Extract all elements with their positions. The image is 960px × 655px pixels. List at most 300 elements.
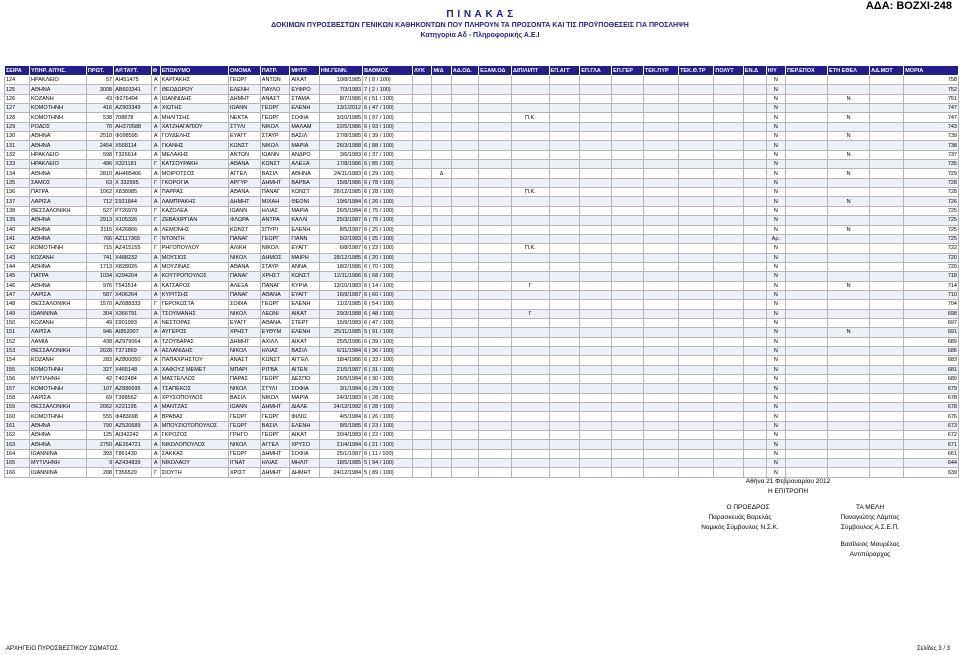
table-cell: 158 (5, 393, 30, 402)
table-cell (432, 449, 451, 458)
table-cell (679, 104, 714, 113)
table-cell (785, 412, 827, 421)
table-cell (479, 244, 512, 253)
table-cell: 6 ( 23 / 100) (363, 421, 413, 430)
table-cell (512, 272, 550, 281)
table-cell (451, 141, 478, 150)
table-cell: Α (151, 440, 160, 449)
table-cell (413, 262, 432, 271)
table-cell (828, 160, 870, 169)
table-cell (432, 141, 451, 150)
table-cell: ΚΑΤΣΟΥΡΑΚΗ (160, 160, 228, 169)
table-cell (785, 132, 827, 141)
table-cell (743, 178, 766, 187)
table-cell (828, 459, 870, 468)
table-cell (612, 104, 644, 113)
table-cell: ΑΖ979064 (114, 337, 152, 346)
table-cell (785, 365, 827, 374)
table-cell: 6 ( 39 / 100) (363, 132, 413, 141)
table-row (5, 160, 959, 169)
table-cell: Χ838985 (114, 188, 152, 197)
table-cell: ΔΗΜΗΤ (228, 197, 260, 206)
table-cell: 208 (86, 468, 113, 477)
table-cell (714, 206, 744, 215)
table-cell (479, 393, 512, 402)
table-cell (512, 216, 550, 225)
table-cell (643, 178, 678, 187)
table-cell (549, 449, 580, 458)
table-cell: ΓΕΩΡΓ (260, 412, 290, 421)
table-cell: 673 (904, 421, 959, 430)
table-cell: ΣΙΟΥΤΗ (160, 468, 228, 477)
table-cell (612, 244, 644, 253)
table-cell (643, 459, 678, 468)
table-cell: ΚΟΖΑΝΗ (30, 253, 87, 262)
table-cell (580, 160, 612, 169)
table-cell (870, 356, 904, 365)
table-cell: Α (151, 188, 160, 197)
table-cell: 728 (904, 178, 959, 187)
table-cell: ΣΟΦΙΑ (290, 449, 320, 458)
table-cell: Σ901993 (114, 318, 152, 327)
table-cell (413, 169, 432, 178)
table-cell (451, 384, 478, 393)
table-cell: ΝΕΚΤΑ (228, 113, 260, 122)
table-cell (679, 459, 714, 468)
table-cell: ΑΒ603341 (114, 85, 152, 94)
table-cell (743, 403, 766, 412)
table-cell (512, 290, 550, 299)
table-cell: 4/5/1984 (319, 412, 362, 421)
table-cell (870, 94, 904, 103)
table-cell (413, 197, 432, 206)
table-cell: N (766, 337, 785, 346)
table-cell: ΡΟΔΟΣ (30, 122, 87, 131)
table-cell: ΚΟΜΟΤΗΝΗ (30, 365, 87, 374)
table-cell (743, 384, 766, 393)
table-cell: 10/8/1985 (319, 76, 362, 85)
table-cell: ΜΑΙΡΗ (290, 253, 320, 262)
table-cell (432, 76, 451, 85)
table-cell (828, 290, 870, 299)
table-cell (679, 431, 714, 440)
table-cell: ΛΑΡΙΣΑ (30, 290, 87, 299)
table-cell (828, 468, 870, 477)
table-cell (828, 449, 870, 458)
table-cell (679, 337, 714, 346)
column-header: ΑΔ.ΟΔ. (451, 66, 478, 76)
table-cell: Α (151, 365, 160, 374)
table-cell (785, 300, 827, 309)
table-cell: N (766, 459, 785, 468)
table-cell: 681 (904, 365, 959, 374)
table-cell: ΓΕΩΡΓ (260, 104, 290, 113)
table-cell: 741 (86, 253, 113, 262)
table-cell: ΑΖ886695 (114, 384, 152, 393)
table-cell (549, 272, 580, 281)
table-cell: 1570 (86, 300, 113, 309)
table-cell (643, 122, 678, 131)
table-cell: ΜΑΡΙΑ (290, 393, 320, 402)
table-cell: N (766, 94, 785, 103)
table-cell (785, 76, 827, 85)
table-cell (451, 76, 478, 85)
table-cell: 6 ( 78 / 100) (363, 178, 413, 187)
table-cell: 13/10/1983 (319, 281, 362, 290)
table-cell: Α (151, 262, 160, 271)
table-cell: ΑΝΝΑ (290, 262, 320, 271)
table-cell (643, 160, 678, 169)
table-cell: 57 (86, 76, 113, 85)
table-row (5, 328, 959, 337)
table-cell (580, 356, 612, 365)
table-cell (828, 309, 870, 318)
table-cell: 150 (5, 318, 30, 327)
table-cell: 720 (904, 262, 959, 271)
table-row (5, 281, 959, 290)
table-cell: 2913 (86, 216, 113, 225)
table-cell: ΚΩΝΣΤ (260, 160, 290, 169)
table-cell (828, 76, 870, 85)
table-cell (549, 421, 580, 430)
table-cell (714, 104, 744, 113)
table-cell: 3/10/1985 (319, 113, 362, 122)
table-cell: ΜΑΡΙΑ (290, 206, 320, 215)
member2-name: Βασίλειος Μαυρέλος (840, 541, 900, 548)
table-cell (512, 197, 550, 206)
table-cell: ΧΡΥΣΟΠΟΥΛΟΣ (160, 393, 228, 402)
table-cell: N (766, 206, 785, 215)
table-cell (828, 375, 870, 384)
table-cell: Α (151, 272, 160, 281)
table-cell: N (766, 449, 785, 458)
table-cell (870, 169, 904, 178)
table-cell: ΔΗΜΗΤ (260, 449, 290, 458)
table-cell (828, 141, 870, 150)
table-cell (714, 290, 744, 299)
table-cell: ΑΘΗΝΑ (30, 85, 87, 94)
table-row (5, 234, 959, 243)
table-cell (714, 160, 744, 169)
table-cell (714, 169, 744, 178)
table-cell (549, 290, 580, 299)
table-cell: ΚΟΜΟΤΗΝΗ (30, 412, 87, 421)
table-cell: 304 (86, 309, 113, 318)
table-cell (479, 300, 512, 309)
table-row (5, 216, 959, 225)
table-cell (451, 244, 478, 253)
president-title: Ο ΠΡΟΕΔΡΟΣ (726, 504, 770, 511)
table-cell (785, 94, 827, 103)
table-cell (714, 272, 744, 281)
table-cell: 7 ( 8 / 100) (363, 76, 413, 85)
table-cell (870, 449, 904, 458)
table-cell: 683 (904, 356, 959, 365)
table-cell: Τ402484 (114, 375, 152, 384)
table-cell: Φ483698 (114, 412, 152, 421)
table-cell: Τ326614 (114, 150, 152, 159)
table-cell (785, 328, 827, 337)
table-cell: 737 (904, 150, 959, 159)
table-cell (785, 244, 827, 253)
table-cell: ΣΤΕΡΓ (290, 318, 320, 327)
table-cell (714, 76, 744, 85)
table-cell (743, 337, 766, 346)
table-cell: ΑΘΑΝΑ (260, 318, 290, 327)
table-cell (743, 318, 766, 327)
table-cell (679, 94, 714, 103)
table-cell: 147 (5, 290, 30, 299)
table-cell (612, 393, 644, 402)
table-cell (643, 318, 678, 327)
table-cell (643, 337, 678, 346)
table-cell (714, 122, 744, 131)
table-cell: Χ426866 (114, 225, 152, 234)
table-cell: 6/11/1984 (319, 346, 362, 355)
table-cell (580, 253, 612, 262)
table-cell: N (766, 309, 785, 318)
table-cell: 142 (5, 244, 30, 253)
table-cell: ΚΟΖΑΝΗ (30, 318, 87, 327)
table-cell: 747 (904, 113, 959, 122)
table-cell: ΑΓΓΕΛ (290, 356, 320, 365)
table-cell: 3/1/1984 (319, 384, 362, 393)
table-row (5, 365, 959, 374)
table-cell (580, 393, 612, 402)
table-cell: N (766, 197, 785, 206)
table-cell: N (828, 197, 870, 206)
table-cell (432, 178, 451, 187)
table-cell: 6 ( 75 / 100) (363, 216, 413, 225)
table-cell (612, 206, 644, 215)
table-cell (580, 459, 612, 468)
table-cell (451, 262, 478, 271)
table-cell (785, 290, 827, 299)
table-cell: ΑΥΓΕΡΟΣ (160, 328, 228, 337)
table-cell (785, 188, 827, 197)
table-row (5, 244, 959, 253)
table-cell (549, 132, 580, 141)
table-cell: ΝΕΣΤΟΡΑΣ (160, 318, 228, 327)
table-cell (870, 290, 904, 299)
table-cell (870, 225, 904, 234)
table-cell: Χ568114 (114, 141, 152, 150)
table-cell: ΕΥΑΓΓ (228, 318, 260, 327)
table-cell (870, 318, 904, 327)
table-cell: 739 (904, 132, 959, 141)
table-cell: ΕΥΑΓΓ (228, 132, 260, 141)
table-cell: 6 ( 28 / 100) (363, 188, 413, 197)
table-cell: ΒΑΣΙΛ (260, 421, 290, 430)
table-cell: 678 (904, 393, 959, 402)
table-header (5, 66, 959, 76)
table-cell: 26/5/1984 (319, 375, 362, 384)
table-cell: ΑΓΓΕΛ (228, 169, 260, 178)
table-cell: ΗΡΑΚΛΕΙΟ (30, 160, 87, 169)
document-category: Κατηγορία Αδ - Πληροφορικής Α.Ε.Ι (420, 32, 540, 39)
table-cell (714, 356, 744, 365)
table-cell: ΜΕΛΑΚΗΣ (160, 150, 228, 159)
table-cell (785, 393, 827, 402)
table-cell (580, 281, 612, 290)
table-cell (549, 141, 580, 150)
table-cell: 555 (86, 412, 113, 421)
table-cell (479, 468, 512, 477)
table-cell: N (766, 290, 785, 299)
table-cell: ΓΕΩΡΓ (260, 375, 290, 384)
table-cell: 16/9/1987 (319, 290, 362, 299)
table-cell: ΧΡΗΣΤ (260, 272, 290, 281)
table-cell (451, 365, 478, 374)
table-cell (785, 150, 827, 159)
table-cell: Χ828026 (114, 262, 152, 271)
column-header: ΤΕΚ.Θ.ΤΡ (679, 66, 714, 76)
table-cell: ΣΤΑΜΑ (290, 94, 320, 103)
table-cell (612, 403, 644, 412)
table-cell: N (766, 141, 785, 150)
table-cell (612, 440, 644, 449)
table-cell: ΚΥΡΙΤΣΗΣ (160, 290, 228, 299)
table-cell (785, 431, 827, 440)
table-cell: Γ (151, 234, 160, 243)
table-cell: 496 (86, 160, 113, 169)
table-cell (512, 412, 550, 421)
table-cell (785, 403, 827, 412)
table-cell (549, 104, 580, 113)
table-cell: 704 (904, 300, 959, 309)
column-header: ΤΕΚ.ΠΥΡ (643, 66, 678, 76)
table-cell: N (828, 169, 870, 178)
table-cell (643, 262, 678, 271)
table-cell: Γ (151, 244, 160, 253)
table-cell (679, 225, 714, 234)
table-cell (679, 468, 714, 477)
table-cell: N (766, 113, 785, 122)
table-cell (714, 412, 744, 421)
table-cell: ΛΑΡΙΣΑ (30, 328, 87, 337)
table-cell (870, 431, 904, 440)
table-cell (870, 384, 904, 393)
table-cell (612, 356, 644, 365)
table-cell (870, 188, 904, 197)
table-cell (549, 281, 580, 290)
table-cell (451, 85, 478, 94)
table-cell (870, 244, 904, 253)
table-cell (479, 356, 512, 365)
table-cell: Α (151, 150, 160, 159)
table-cell (870, 206, 904, 215)
table-cell (432, 188, 451, 197)
table-cell: 17/8/1986 (319, 160, 362, 169)
table-cell: 6 ( 54 / 100) (363, 300, 413, 309)
table-cell: 697 (904, 318, 959, 327)
table-cell: ΧΑΦΟΥΖ ΜΕΜΕΤ (160, 365, 228, 374)
table-cell (743, 197, 766, 206)
table-cell (512, 440, 550, 449)
table-cell: ΝΙΚΟΛ (260, 244, 290, 253)
table-cell (679, 85, 714, 94)
table-cell (828, 188, 870, 197)
table-cell (580, 85, 612, 94)
table-cell: 689 (904, 337, 959, 346)
table-cell (870, 197, 904, 206)
table-cell (432, 225, 451, 234)
table-cell: 6 ( 25 / 100) (363, 234, 413, 243)
table-cell: 790 (86, 421, 113, 430)
table-cell: Α (151, 169, 160, 178)
document-subtitle: ΔΟΚΙΜΩΝ ΠΥΡΟΣΒΕΣΤΩΝ ΓΕΝΙΚΩΝ ΚΑΘΗΚΟΝΤΩΝ ΠΟΥ ΠΛΗΡΟΥΝ ΤΑ ΠΡΟΣΟΝΤΑ ΚΑΙ ΤΙΣ ΠΡΟΫΠΟΘΕΣΕΙΣ ΓΙΑ ΠΡΟΣΛΗΨΗ (271, 22, 689, 29)
table-cell (743, 272, 766, 281)
table-cell (743, 141, 766, 150)
signature-date: Αθήνα 21 Φεβρουαρίου 2012 (745, 478, 831, 485)
table-cell (828, 85, 870, 94)
table-cell: ΑΘΗΝΑ (30, 225, 87, 234)
table-cell (679, 328, 714, 337)
table-cell: ΜΗΛΙΤΣΗΣ (160, 113, 228, 122)
table-cell (785, 225, 827, 234)
table-cell (512, 300, 550, 309)
table-cell: ΑΙ342242 (114, 431, 152, 440)
table-cell (549, 206, 580, 215)
table-cell: Α (151, 94, 160, 103)
table-cell: N (766, 318, 785, 327)
table-cell: 725 (904, 225, 959, 234)
table-cell (679, 141, 714, 150)
table-cell: ΑΝΑΣΤ (260, 94, 290, 103)
table-cell: 686 (904, 346, 959, 355)
table-cell (785, 468, 827, 477)
table-cell (870, 132, 904, 141)
table-cell (643, 141, 678, 150)
table-cell (828, 104, 870, 113)
table-cell (743, 253, 766, 262)
table-cell (643, 225, 678, 234)
table-cell (432, 253, 451, 262)
table-cell (643, 94, 678, 103)
table-cell: 143 (5, 253, 30, 262)
table-cell: ΙΩΑΝΝ (260, 150, 290, 159)
table-cell: ΗΡΑΚΛΕΙΟ (30, 76, 87, 85)
table-cell (413, 225, 432, 234)
table-cell: ΓΕΩΡΓ (260, 113, 290, 122)
table-cell: ΚΟΖΑΝΗ (30, 356, 87, 365)
table-cell: 154 (5, 356, 30, 365)
table-cell (549, 403, 580, 412)
table-cell (743, 132, 766, 141)
table-cell (870, 412, 904, 421)
table-cell: 5 ( 89 / 100) (363, 468, 413, 477)
table-cell (743, 85, 766, 94)
table-cell (679, 150, 714, 159)
table-cell: 5 ( 97 / 100) (363, 113, 413, 122)
table-cell (612, 262, 644, 271)
table-cell: ΛΕΜΟΝΗΣ (160, 225, 228, 234)
table-cell: Γ (151, 300, 160, 309)
table-cell: 70 (86, 122, 113, 131)
table-cell (743, 356, 766, 365)
table-body (5, 76, 959, 478)
table-cell: 6 ( 14 / 100) (363, 281, 413, 290)
table-cell: Τ398562 (114, 393, 152, 402)
table-cell: 156 (5, 375, 30, 384)
table-cell: ΑΙ451475 (114, 76, 152, 85)
table-cell: 6/8/1987 (319, 244, 362, 253)
table-cell (479, 197, 512, 206)
table-cell (714, 281, 744, 290)
table-cell (512, 122, 550, 131)
table-cell (413, 318, 432, 327)
table-cell (828, 122, 870, 131)
